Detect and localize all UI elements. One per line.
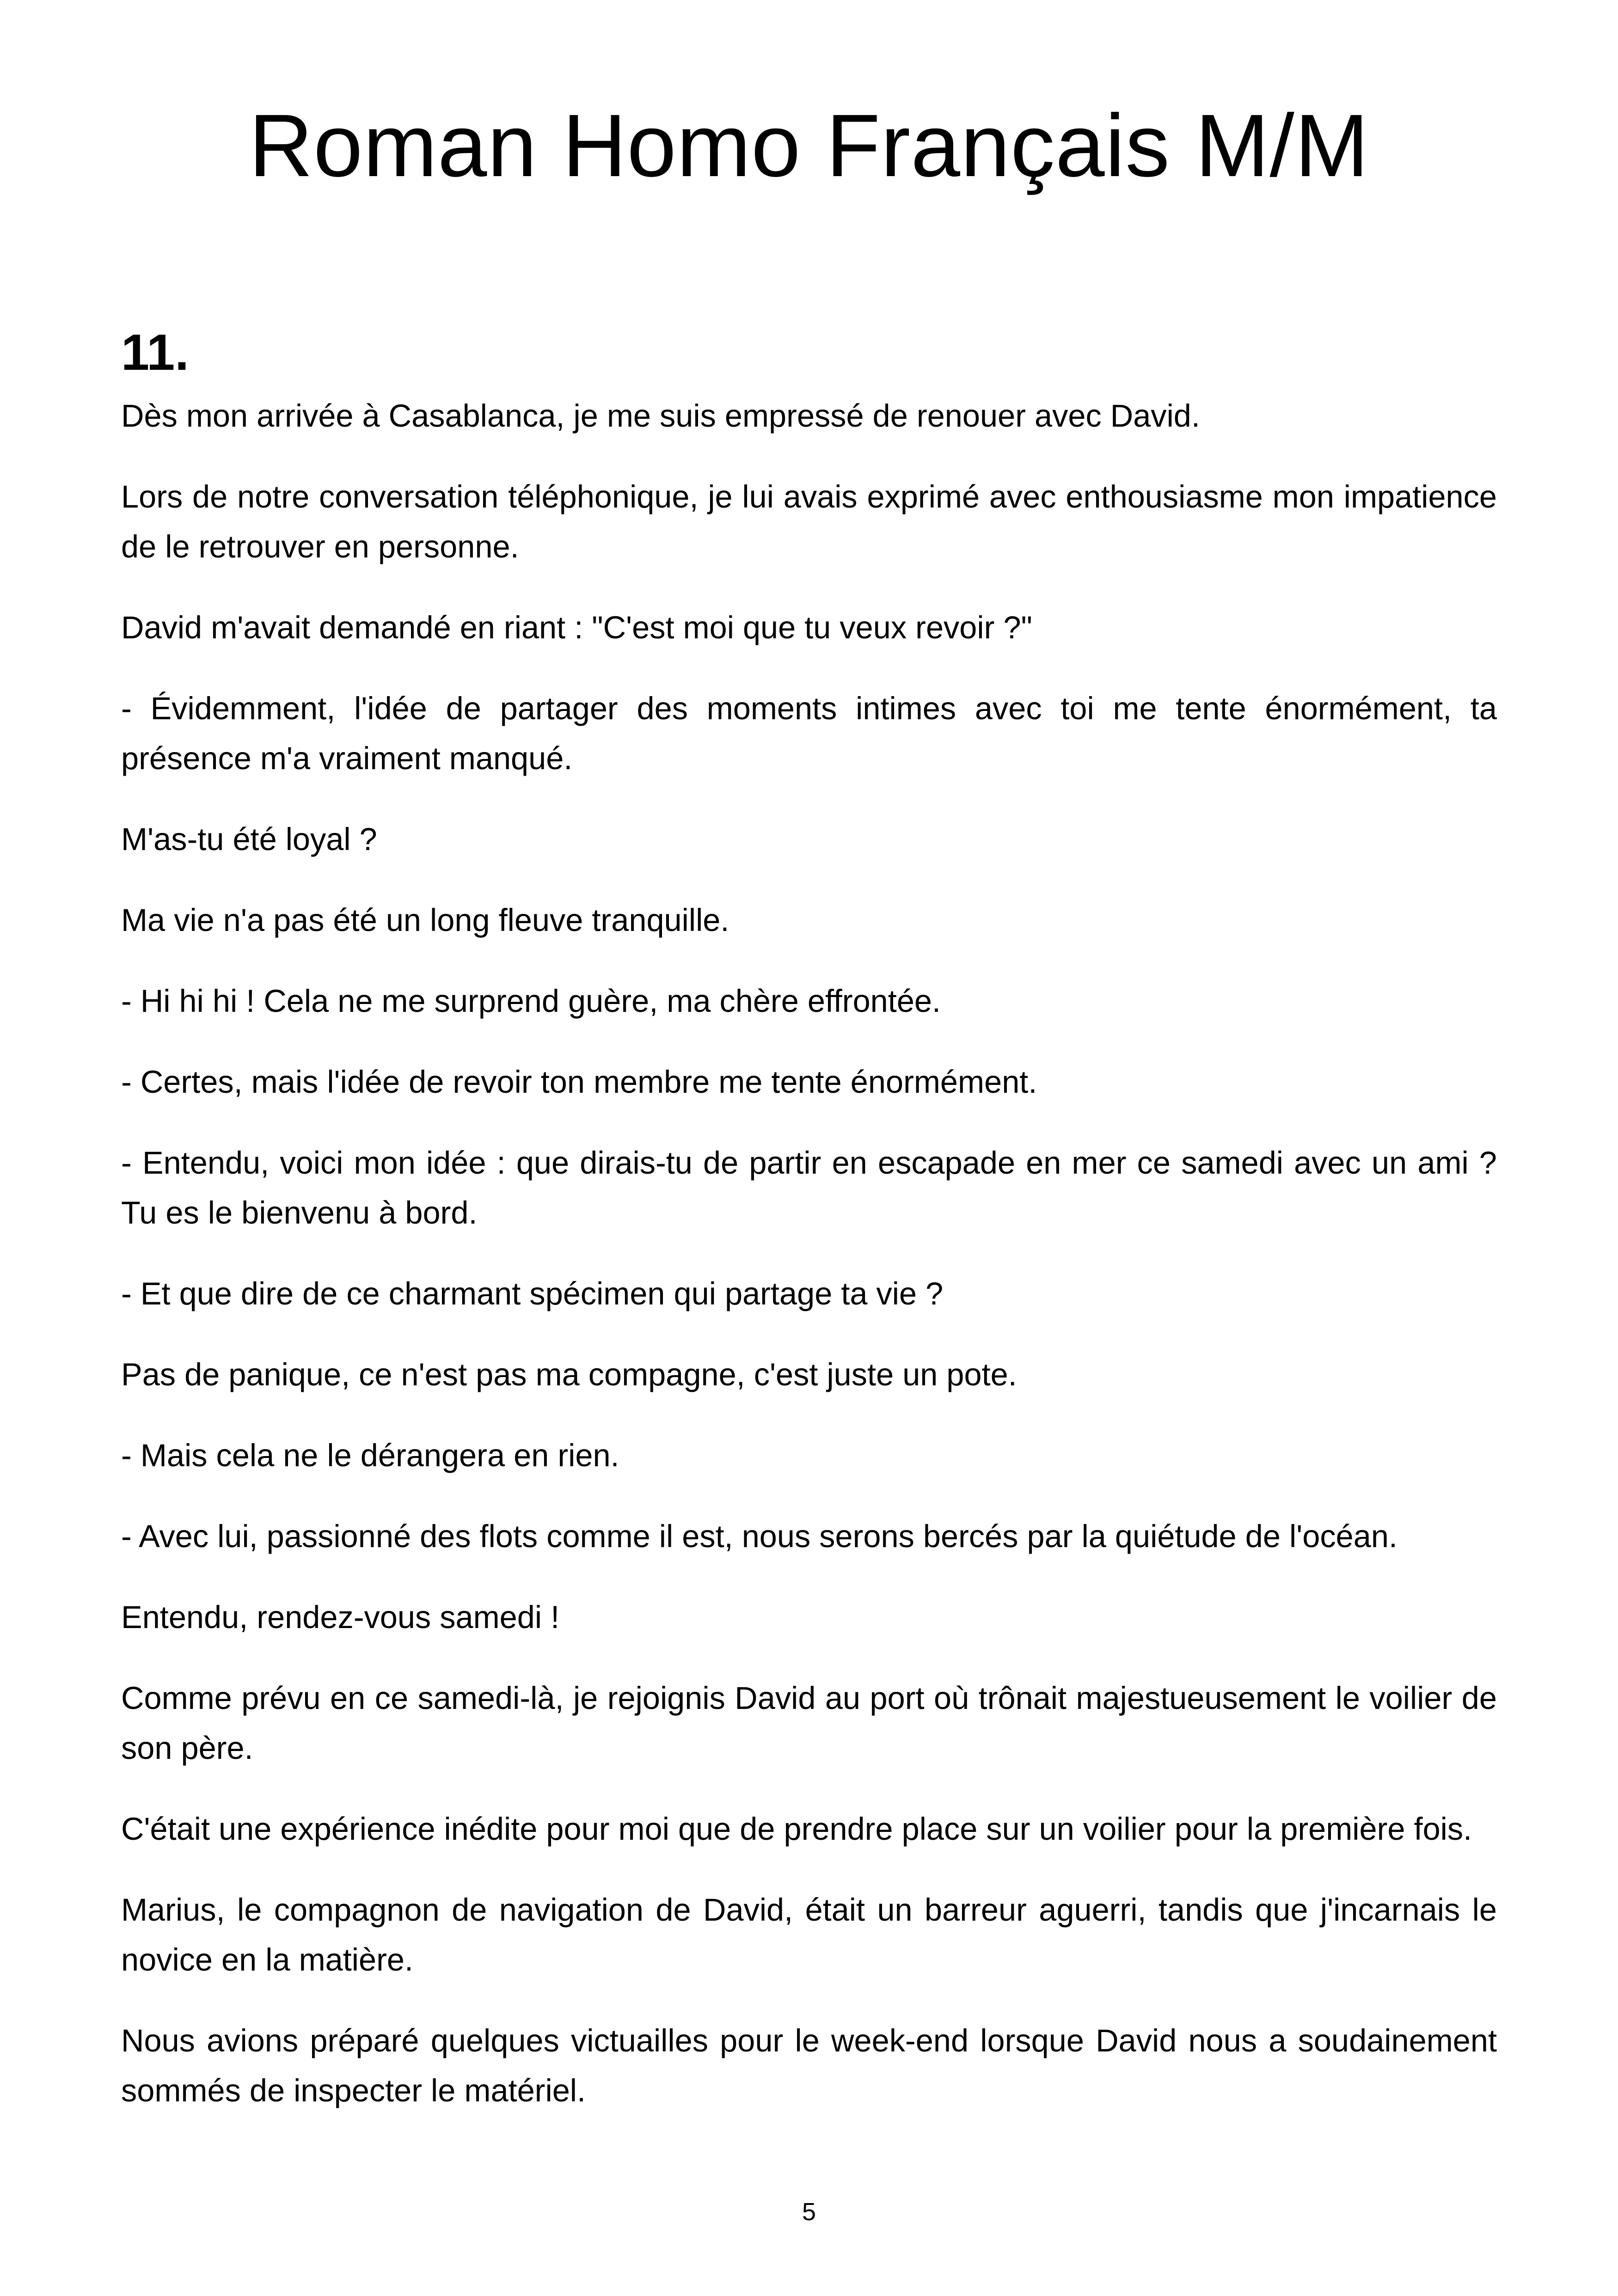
paragraph: Ma vie n'a pas été un long fleuve tranquille. <box>121 902 729 938</box>
paragraph: Nous avions préparé quelques victuailles pour le week-end lorsque David nous a soudainement sommés de inspecter le matériel. <box>121 2023 1497 2108</box>
paragraph: - Entendu, voici mon idée : que dirais-tu de partir en escapade en mer ce samedi avec un ami ? Tu es le bienvenu à bord. <box>121 1145 1497 1231</box>
paragraph: C'était une expérience inédite pour moi que de prendre place sur un voilier pour la première fois. <box>121 1811 1472 1847</box>
paragraph: Pas de panique, ce n'est pas ma compagne, c'est juste un pote. <box>121 1357 1017 1392</box>
paragraph: Dès mon arrivée à Casablanca, je me suis empressé de renouer avec David. <box>121 398 1200 434</box>
page-title: Roman Homo Français M/M <box>249 96 1369 195</box>
paragraph: - Mais cela ne le dérangera en rien. <box>121 1438 619 1473</box>
paragraph: - Et que dire de ce charmant spécimen qui partage ta vie ? <box>121 1276 944 1311</box>
paragraph: - Évidemment, l'idée de partager des moments intimes avec toi me tente énormément, ta présence m'a vraiment manqué. <box>121 691 1497 776</box>
paragraph: M'as-tu été loyal ? <box>121 821 377 857</box>
paragraph: Entendu, rendez-vous samedi ! <box>121 1599 560 1635</box>
paragraph: Lors de notre conversation téléphonique, je lui avais exprimé avec enthousiasme mon impatience de le retrouver en personne. <box>121 479 1497 564</box>
paragraph: Comme prévu en ce samedi-là, je rejoignis David au port où trônait majestueusement le voilier de son père. <box>121 1680 1497 1766</box>
paragraph: David m'avait demandé en riant : "C'est moi que tu veux revoir ?" <box>121 610 1032 645</box>
paragraph: Marius, le compagnon de navigation de David, était un barreur aguerri, tandis que j'incarnais le novice en la matière. <box>121 1892 1497 1978</box>
paragraph: - Avec lui, passionné des flots comme il est, nous serons bercés par la quiétude de l'océan. <box>121 1518 1397 1554</box>
chapter-number: 11. <box>121 324 189 381</box>
page-number: 5 <box>802 2198 816 2226</box>
paragraph: - Certes, mais l'idée de revoir ton membre me tente énormément. <box>121 1064 1037 1100</box>
chapter-body <box>121 323 1497 2147</box>
paragraph: - Hi hi hi ! Cela ne me surprend guère, ma chère effrontée. <box>121 983 941 1019</box>
